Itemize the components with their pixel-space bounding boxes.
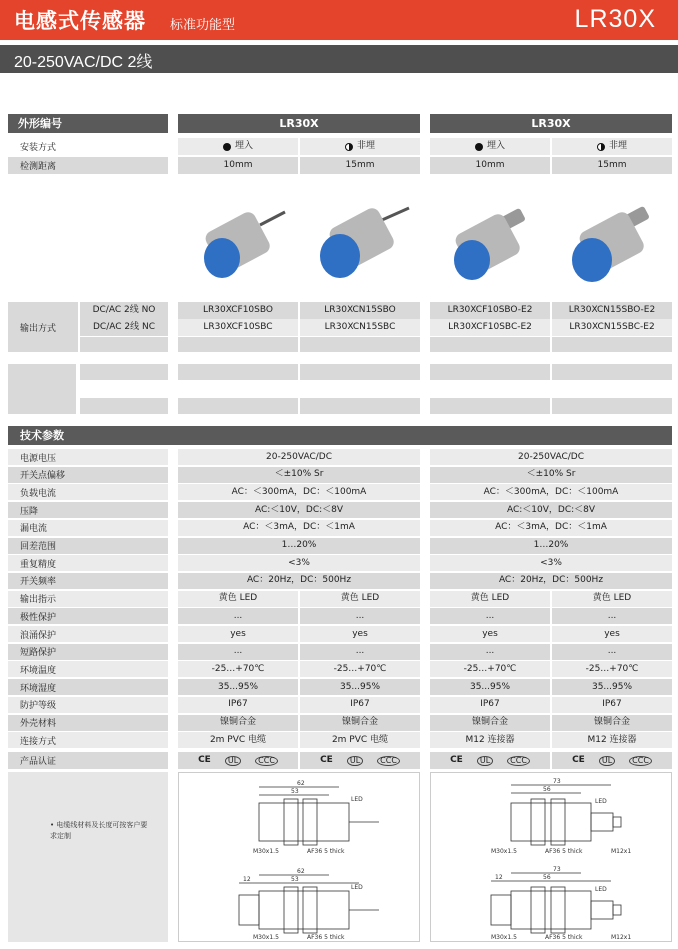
param-value: 1…20% bbox=[430, 538, 672, 554]
param-value: IP67 bbox=[300, 697, 420, 713]
param-value: 35...95% bbox=[178, 679, 298, 695]
af-label: AF36 5 thick bbox=[307, 848, 345, 855]
output-nc-label: DC/AC 2线 NC bbox=[80, 319, 168, 336]
param-value: -25…+70℃ bbox=[430, 661, 550, 677]
param-value: <3% bbox=[430, 555, 672, 571]
output-label: 输出方式 bbox=[8, 302, 78, 352]
param-value: 1…20% bbox=[178, 538, 420, 554]
dim-12: 12 bbox=[243, 876, 251, 883]
param-value: AC:＜10V，DC:＜8V bbox=[430, 502, 672, 518]
param-value: yes bbox=[552, 626, 672, 642]
empty-cell bbox=[300, 337, 420, 352]
param-label: 负载电流 bbox=[8, 484, 168, 500]
sensor-image-cable-nonflush bbox=[312, 190, 412, 290]
param-value: ＜±10% Sr bbox=[430, 467, 672, 483]
param-value: AC：＜3mA，DC：＜1mA bbox=[430, 520, 672, 536]
empty-cell bbox=[178, 337, 298, 352]
param-value: M12 连接器 bbox=[552, 732, 672, 748]
param-value: yes bbox=[430, 626, 550, 642]
param-label: 输出指示 bbox=[8, 591, 168, 607]
param-label: 重复精度 bbox=[8, 555, 168, 571]
model-nc: LR30XCF10SBC bbox=[178, 319, 298, 336]
param-label: 漏电流 bbox=[8, 520, 168, 536]
param-value: -25…+70℃ bbox=[552, 661, 672, 677]
output-empty bbox=[80, 337, 168, 352]
thread-label: M30x1.5 bbox=[491, 848, 517, 855]
dim-12: 12 bbox=[495, 874, 503, 881]
param-value: IP67 bbox=[552, 697, 672, 713]
col-group-2-title: LR30X bbox=[430, 114, 672, 133]
model-nc: LR30XCN15SBC-E2 bbox=[552, 319, 672, 336]
param-value: AC：＜3mA，DC：＜1mA bbox=[178, 520, 420, 536]
distance-value: 10mm bbox=[430, 157, 550, 174]
distance-value: 15mm bbox=[552, 157, 672, 174]
param-value: 2m PVC 电缆 bbox=[178, 732, 298, 748]
param-value: AC：＜300mA，DC：＜100mA bbox=[178, 484, 420, 500]
param-label: 环境湿度 bbox=[8, 679, 168, 695]
empty-cell bbox=[80, 364, 168, 380]
dim-62: 62 bbox=[297, 868, 305, 875]
empty-cell bbox=[300, 364, 420, 380]
output-no-label: DC/AC 2线 NO bbox=[80, 302, 168, 319]
param-value: <3% bbox=[178, 555, 420, 571]
tech-params-header: 技术参数 bbox=[8, 426, 672, 445]
model-nc: LR30XCN15SBC bbox=[300, 319, 420, 336]
af-label: AF36 5 thick bbox=[307, 934, 345, 941]
page-subtitle: 标准功能型 bbox=[170, 18, 236, 33]
param-value: 黄色 LED bbox=[178, 591, 298, 607]
empty-cell bbox=[430, 364, 550, 380]
param-label: 环境温度 bbox=[8, 661, 168, 677]
param-value: IP67 bbox=[430, 697, 550, 713]
param-value: 35...95% bbox=[552, 679, 672, 695]
distance-value: 15mm bbox=[300, 157, 420, 174]
led-label: LED bbox=[351, 884, 363, 891]
dim-53: 53 bbox=[291, 788, 299, 795]
param-value: ... bbox=[430, 608, 550, 624]
dim-73: 73 bbox=[553, 778, 561, 785]
empty-cell bbox=[552, 337, 672, 352]
param-label: 开关频率 bbox=[8, 573, 168, 589]
sensor-image-m12-flush bbox=[442, 200, 542, 290]
param-value: ... bbox=[178, 608, 298, 624]
param-value: yes bbox=[300, 626, 420, 642]
note-text: • 电缆线材料及长度可按客户要求定制 bbox=[50, 821, 148, 840]
shape-code-label: 外形编号 bbox=[8, 114, 168, 133]
param-label: 浪涌保护 bbox=[8, 626, 168, 642]
flush-icon bbox=[223, 143, 231, 151]
param-value: 黄色 LED bbox=[300, 591, 420, 607]
empty-cell bbox=[430, 337, 550, 352]
note-panel bbox=[8, 772, 168, 942]
empty-cell bbox=[8, 364, 76, 414]
param-value: IP67 bbox=[178, 697, 298, 713]
param-value: 黄色 LED bbox=[552, 591, 672, 607]
led-label: LED bbox=[595, 886, 607, 893]
param-value: -25…+70℃ bbox=[300, 661, 420, 677]
param-label: 连接方式 bbox=[8, 732, 168, 748]
thread-label: M30x1.5 bbox=[491, 934, 517, 941]
empty-cell bbox=[552, 398, 672, 414]
param-value: AC：＜300mA，DC：＜100mA bbox=[430, 484, 672, 500]
param-value: ... bbox=[300, 608, 420, 624]
cert-marks: CE UL CCC bbox=[430, 752, 550, 769]
dimension-drawing-m12 bbox=[431, 773, 673, 943]
param-value: 2m PVC 电缆 bbox=[300, 732, 420, 748]
param-value: ... bbox=[300, 644, 420, 660]
empty-cell bbox=[178, 364, 298, 380]
param-value: 镍铜合金 bbox=[178, 715, 298, 731]
page-title: 电感式传感器 bbox=[14, 9, 146, 33]
param-value: 镍铜合金 bbox=[430, 715, 550, 731]
param-value: AC:＜10V，DC:＜8V bbox=[178, 502, 420, 518]
led-label: LED bbox=[351, 796, 363, 803]
flush-icon bbox=[475, 143, 483, 151]
col-group-1-title: LR30X bbox=[178, 114, 420, 133]
cert-marks: CE UL CCC bbox=[178, 752, 298, 769]
af-label: AF36 5 thick bbox=[545, 934, 583, 941]
empty-cell bbox=[80, 398, 168, 414]
param-value: 35...95% bbox=[300, 679, 420, 695]
nonflush-icon bbox=[345, 143, 353, 151]
dimension-drawing-cable bbox=[179, 773, 421, 943]
param-value: 20-250VAC/DC bbox=[178, 449, 420, 465]
param-value: 35...95% bbox=[430, 679, 550, 695]
param-value: yes bbox=[178, 626, 298, 642]
param-label: 外壳材料 bbox=[8, 715, 168, 731]
m12-label: M12x1 bbox=[611, 934, 632, 941]
param-label: 开关点偏移 bbox=[8, 467, 168, 483]
empty-cell bbox=[552, 364, 672, 380]
distance-value: 10mm bbox=[178, 157, 298, 174]
install-label: 安装方式 bbox=[20, 143, 57, 153]
dim-56: 56 bbox=[543, 874, 551, 881]
param-value: ... bbox=[178, 644, 298, 660]
drawing-m12 bbox=[430, 772, 672, 942]
led-label: LED bbox=[595, 798, 607, 805]
dim-53: 53 bbox=[291, 876, 299, 883]
install-nonflush-2: 非埋 bbox=[552, 138, 672, 155]
empty-cell bbox=[430, 398, 550, 414]
model-no: LR30XCN15SBO bbox=[300, 302, 420, 319]
install-nonflush-1: 非埋 bbox=[300, 138, 420, 155]
param-value: AC：20Hz，DC：500Hz bbox=[430, 573, 672, 589]
param-value: ... bbox=[552, 608, 672, 624]
model-nc: LR30XCF10SBC-E2 bbox=[430, 319, 550, 336]
dim-56: 56 bbox=[543, 786, 551, 793]
m12-label: M12x1 bbox=[611, 848, 632, 855]
nonflush-icon bbox=[597, 143, 605, 151]
param-label: 防护等级 bbox=[8, 697, 168, 713]
install-flush-2: 埋入 bbox=[430, 138, 550, 155]
param-label: 压降 bbox=[8, 502, 168, 518]
dim-62: 62 bbox=[297, 780, 305, 787]
param-label: 极性保护 bbox=[8, 608, 168, 624]
model-title: LR30X bbox=[574, 5, 656, 33]
thread-label: M30x1.5 bbox=[253, 848, 279, 855]
drawing-cable bbox=[178, 772, 420, 942]
param-value: -25…+70℃ bbox=[178, 661, 298, 677]
distance-label: 检测距离 bbox=[8, 157, 168, 174]
param-label: 回差范围 bbox=[8, 538, 168, 554]
empty-cell bbox=[300, 398, 420, 414]
param-value: 镍铜合金 bbox=[300, 715, 420, 731]
empty-cell bbox=[178, 398, 298, 414]
cert-marks: CE UL CCC bbox=[552, 752, 672, 769]
install-flush-1: 埋入 bbox=[178, 138, 298, 155]
param-value: AC：20Hz，DC：500Hz bbox=[178, 573, 420, 589]
cert-marks: CE UL CCC bbox=[300, 752, 420, 769]
sensor-image-m12-nonflush bbox=[564, 200, 664, 290]
sensor-image-cable-flush bbox=[190, 190, 290, 290]
param-label: 电源电压 bbox=[8, 449, 168, 465]
voltage-subheader: 20-250VAC/DC 2线 bbox=[0, 45, 678, 73]
model-no: LR30XCF10SBO-E2 bbox=[430, 302, 550, 319]
param-value: 20-250VAC/DC bbox=[430, 449, 672, 465]
model-no: LR30XCF10SBO bbox=[178, 302, 298, 319]
af-label: AF36 5 thick bbox=[545, 848, 583, 855]
param-value: 镍铜合金 bbox=[552, 715, 672, 731]
page-header bbox=[0, 0, 678, 40]
param-value: 黄色 LED bbox=[430, 591, 550, 607]
cert-label: 产品认证 bbox=[8, 752, 168, 769]
dim-73: 73 bbox=[553, 866, 561, 873]
param-value: ... bbox=[430, 644, 550, 660]
thread-label: M30x1.5 bbox=[253, 934, 279, 941]
param-value: ＜±10% Sr bbox=[178, 467, 420, 483]
model-no: LR30XCN15SBO-E2 bbox=[552, 302, 672, 319]
param-label: 短路保护 bbox=[8, 644, 168, 660]
param-value: M12 连接器 bbox=[430, 732, 550, 748]
param-value: ... bbox=[552, 644, 672, 660]
